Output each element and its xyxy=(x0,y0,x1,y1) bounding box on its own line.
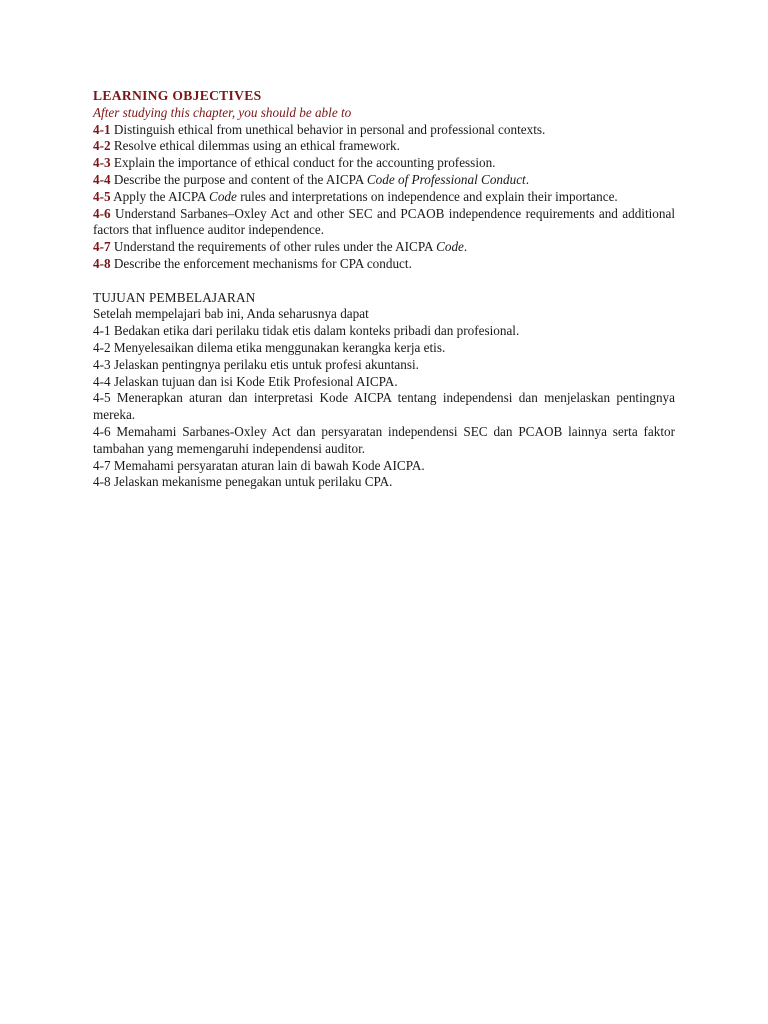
objective-number: 4-5 xyxy=(93,188,111,204)
objective-text-end: rules and interpretations on independence and explain their importance. xyxy=(236,188,618,204)
objective-number: 4-3 xyxy=(93,155,111,171)
objective-number: 4-6 xyxy=(93,205,111,221)
tujuan-pembelajaran-subheading: Setelah mempelajari bab ini, Anda seharusnya dapat xyxy=(93,306,369,322)
objective-item-4-1 xyxy=(93,122,675,139)
objective-number: 4-4 xyxy=(93,171,111,187)
objective-text: Distinguish ethical from unethical behavior in personal and professional contexts. xyxy=(110,121,546,137)
tujuan-item-4-4: 4-4 Jelaskan tujuan dan isi Kode Etik Profesional AICPA. xyxy=(93,373,398,389)
tujuan-item-4-1: 4-1 Bedakan etika dari perilaku tidak etis dalam konteks pribadi dan profesional. xyxy=(93,323,520,339)
tujuan-item-4-2: 4-2 Menyelesaikan dilema etika menggunakan kerangka kerja etis. xyxy=(93,339,446,355)
objective-number: 4-7 xyxy=(93,239,111,255)
tujuan-item-4-5: 4-5 Menerapkan aturan dan interpretasi Kode AICPA tentang independensi dan menjelaskan pentingnya mereka. xyxy=(93,390,675,423)
objective-text: Understand the requirements of other rules under the AICPA xyxy=(110,239,437,255)
objective-number: 4-2 xyxy=(93,138,111,154)
objective-item-4-8 xyxy=(93,256,675,273)
objective-item-4-4 xyxy=(93,172,675,189)
objective-item-4-6 xyxy=(93,206,675,240)
tujuan-item-4-6: 4-6 Memahami Sarbanes-Oxley Act dan persyaratan independensi SEC dan PCAOB lainnya serta faktor tambahan yang memengaruhi independensi auditor. xyxy=(93,423,675,456)
tujuan-item-4-3: 4-3 Jelaskan pentingnya perilaku etis untuk profesi akuntansi. xyxy=(93,356,419,372)
objective-number: 4-1 xyxy=(93,121,111,137)
objective-text: Describe the purpose and content of the AICPA xyxy=(110,171,367,187)
objective-text: Describe the enforcement mechanisms for CPA conduct. xyxy=(110,255,412,271)
learning-objectives-subheading: After studying this chapter, you should be able to xyxy=(93,104,352,120)
objective-text: Explain the importance of ethical conduct for the accounting profession. xyxy=(110,155,496,171)
objective-text: Apply the AICPA xyxy=(110,188,210,204)
tujuan-item-4-8: 4-8 Jelaskan mekanisme penegakan untuk perilaku CPA. xyxy=(93,474,393,490)
objective-text-italic: Code xyxy=(209,188,237,204)
objective-text-end: . xyxy=(525,171,530,187)
tujuan-pembelajaran-heading: TUJUAN PEMBELAJARAN xyxy=(93,289,256,305)
objective-text: Understand Sarbanes–Oxley Act and other SEC and PCAOB independence requirements and additional factors that influence auditor independence. xyxy=(93,205,675,238)
learning-objectives-heading: LEARNING OBJECTIVES xyxy=(93,88,262,103)
document-page xyxy=(93,88,675,491)
objective-text: Resolve ethical dilemmas using an ethical framework. xyxy=(110,138,400,154)
objective-item-4-3 xyxy=(93,155,675,172)
tujuan-item-4-7: 4-7 Memahami persyaratan aturan lain di bawah Kode AICPA. xyxy=(93,457,425,473)
objective-item-4-2 xyxy=(93,138,675,155)
objective-item-4-7 xyxy=(93,239,675,256)
objective-text-italic: Code of Professional Conduct xyxy=(366,171,526,187)
objective-text-end: . xyxy=(463,239,468,255)
objective-text-italic: Code xyxy=(436,239,464,255)
objective-number: 4-8 xyxy=(93,255,111,271)
objective-item-4-5 xyxy=(93,189,675,206)
section-spacer xyxy=(93,273,675,290)
